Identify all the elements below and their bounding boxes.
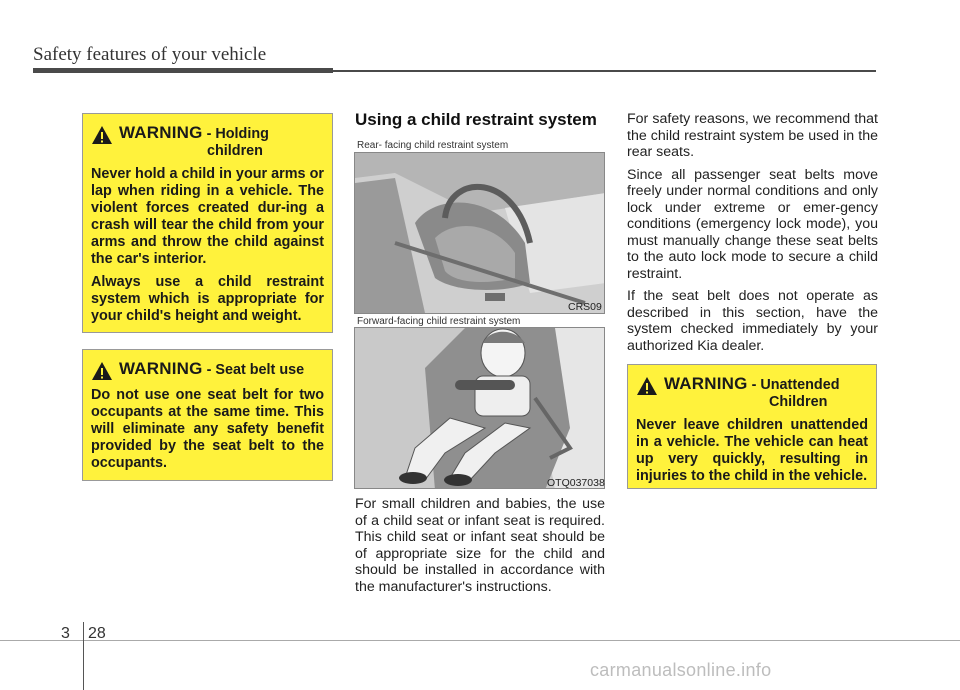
warning-label: WARNING — [119, 123, 203, 142]
page-divider — [83, 622, 84, 690]
illustration-forward-facing-seat — [354, 327, 605, 489]
footer-line — [0, 640, 960, 641]
image-code-rear: CRS09 — [568, 301, 602, 313]
right-column-text — [627, 111, 878, 360]
image-code-forward: OTQ037038 — [547, 477, 605, 489]
warning-subtitle: - Unattended — [751, 377, 840, 393]
warning-text: Do not use one seat belt for two occupants at the same time. This will eliminate any safety benefit provided by the seat belt to the occupants. — [91, 387, 324, 471]
warning-triangle-icon — [636, 376, 658, 396]
warning-label: WARNING — [119, 359, 203, 378]
warning-subtitle: - Seat belt use — [206, 362, 305, 378]
warning-subtitle-line2: children — [207, 143, 263, 159]
paragraph-dealer: If the seat belt does not operate as described in this section, have the system checked immediately by your authorized Kia dealer. — [627, 288, 878, 354]
watermark: carmanualsonline.info — [590, 660, 772, 680]
image-caption-rear: Rear- facing child restraint system — [357, 140, 509, 151]
rear-facing-seat-illustration — [355, 153, 605, 314]
warning-text: Never leave children unattended in a vehicle. The vehicle can heat up very quickly, resulting in injuries to the child in the vehicle. — [636, 417, 868, 484]
header-rule — [33, 68, 876, 74]
illustration-rear-facing-seat — [354, 152, 605, 314]
warning-subtitle: - Holding — [206, 126, 269, 142]
warning-box-unattended-children — [627, 364, 877, 489]
warning-subtitle-line2: Children — [769, 394, 828, 410]
forward-facing-seat-illustration — [355, 328, 605, 489]
warning-box-seat-belt-use — [82, 349, 333, 481]
chapter-number: 3 — [61, 625, 70, 642]
image-caption-forward: Forward-facing child restraint system — [357, 316, 521, 327]
section-title: Using a child restraint system — [355, 110, 597, 129]
paragraph-rear-seats: For safety reasons, we recommend that the child restraint system be used in the rear seats. — [627, 111, 878, 160]
page-header-title: Safety features of your vehicle — [33, 44, 267, 65]
warning-triangle-icon — [91, 125, 113, 145]
warning-text: Always use a child restraint system which is appropriate for your child's height and weight. — [91, 274, 324, 324]
warning-triangle-icon — [91, 361, 113, 381]
warning-text: Never hold a child in your arms or lap when riding in a vehicle. The violent forces created dur-ing a crash will tear the child from your arms and throw the child against the car's interior. — [91, 166, 324, 267]
warning-label: WARNING — [664, 374, 748, 393]
warning-box-holding-children — [82, 113, 333, 333]
section-body-text — [355, 496, 605, 601]
page-number: 28 — [88, 625, 106, 642]
section-paragraph: For small children and babies, the use of a child seat or infant seat is required. This child seat or infant seat should be of appropriate size for the child and should be installed in accordance with the manufacturer's instructions. — [355, 496, 605, 595]
paragraph-lock-mode: Since all passenger seat belts move freely under normal conditions and only lock under extreme or emer-gency conditions (emergency lock mode), you must manually change these seat belts to the auto lock mode to secure a child restraint. — [627, 166, 878, 282]
